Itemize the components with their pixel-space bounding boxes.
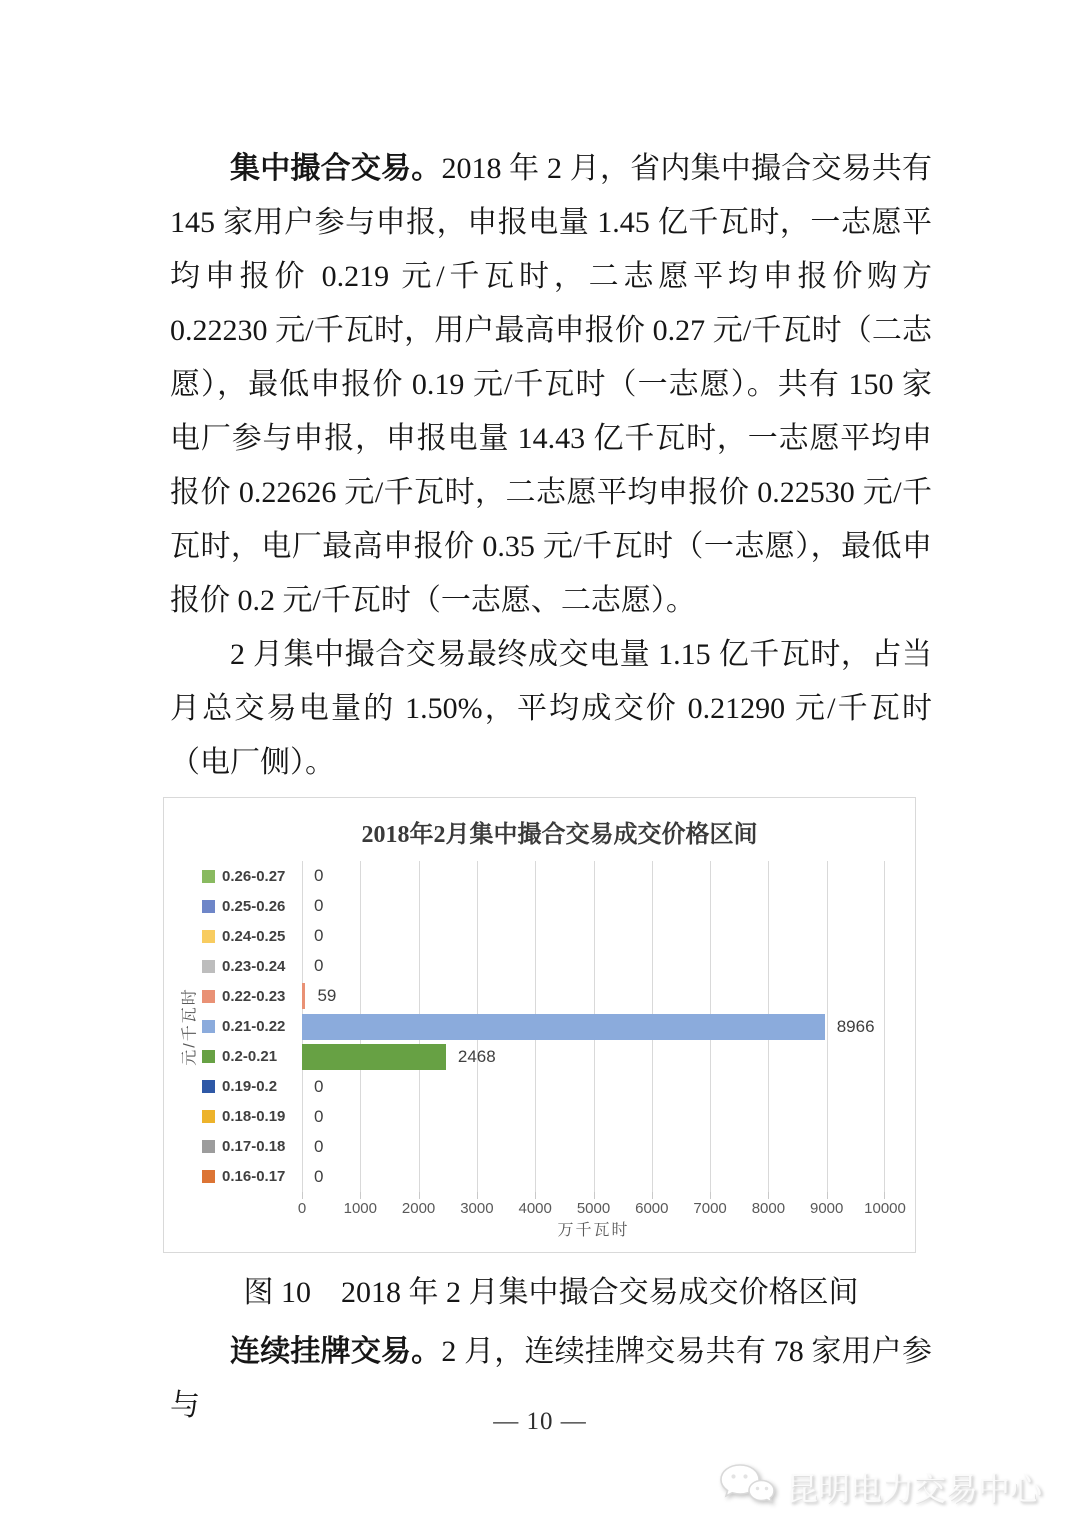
tick-mark xyxy=(535,1192,536,1199)
bar-row xyxy=(302,981,885,1011)
paragraph-centralized-matching xyxy=(170,142,932,628)
bar-rows xyxy=(302,861,885,1192)
legend-label: 0.23-0.24 xyxy=(222,957,286,975)
legend-item xyxy=(202,861,302,891)
tick-mark xyxy=(884,1192,885,1199)
bar-row xyxy=(302,1102,885,1132)
bar-value-label: 0 xyxy=(314,896,324,916)
legend-swatch xyxy=(202,870,215,883)
tick-mark xyxy=(477,1192,478,1199)
page-number: — 10 — xyxy=(493,1408,587,1435)
bar-value-label: 0 xyxy=(314,1166,324,1186)
bar-row xyxy=(302,861,885,891)
legend-swatch xyxy=(202,1020,215,1033)
bar xyxy=(302,983,305,1009)
bar-value-label: 59 xyxy=(317,986,337,1006)
watermark-text: 昆明电力交易中心 xyxy=(785,1471,1042,1507)
tick-mark xyxy=(827,1192,828,1199)
x-tick-label: 0 xyxy=(297,1200,307,1217)
legend-item xyxy=(202,921,302,951)
tick-mark xyxy=(360,1192,361,1199)
x-tick-label: 9000 xyxy=(810,1200,844,1217)
tick-mark xyxy=(594,1192,595,1199)
x-tick-label: 8000 xyxy=(751,1200,786,1217)
bar-row xyxy=(302,1011,885,1041)
tick-mark xyxy=(652,1192,653,1199)
paragraph-body: 2 月集中撮合交易最终成交电量 1.15 亿千瓦时，占当月总交易电量的 1.50%，平均成交价 0.21290 元/千瓦时（电厂侧）。 xyxy=(170,638,932,779)
chart-legend xyxy=(202,861,302,1246)
legend-item xyxy=(202,891,302,921)
legend-swatch xyxy=(202,960,215,973)
plot-area xyxy=(302,861,885,1192)
figure-caption: 图 10 2018 年 2 月集中撮合交易成交价格区间 xyxy=(243,1276,859,1309)
chart-body xyxy=(174,861,906,1246)
bar-row xyxy=(302,921,885,951)
tick-mark xyxy=(710,1192,711,1199)
legend-swatch xyxy=(202,930,215,943)
plot-column xyxy=(297,861,906,1246)
legend-item xyxy=(202,1042,302,1072)
bar-row xyxy=(302,1072,885,1102)
paragraph-body: 2018 年 2 月，省内集中撮合交易共有 145 家用户参与申报，申报电量 1.45 亿千瓦时，一志愿平均申报价 0.219 元/千瓦时，二志愿平均申报价购方 0.22230 元/千瓦时，用户最高申报价 0.27 元/千瓦时（二志愿），最低申报价 0.19 元/千瓦时（一志愿）。共有 150 家电厂参与申报，申报电量 14.43 亿千瓦时，一志愿平均申报价 0.22626 元/千瓦时，二志愿平均申报价 0.22530 元/千瓦时，电厂最高申报价 0.35 元/千瓦时（一志愿），最低申报价 0.2 元/千瓦时（一志愿、二志愿）。 xyxy=(170,152,933,617)
bar-row xyxy=(302,1042,885,1072)
legend-label: 0.21-0.22 xyxy=(222,1018,286,1036)
tick-mark xyxy=(768,1192,769,1199)
bar-value-label: 0 xyxy=(314,1076,324,1096)
figure-10-bar-chart xyxy=(163,797,916,1253)
x-tick-label: 1000 xyxy=(343,1200,377,1217)
x-tick-label: 3000 xyxy=(460,1200,494,1217)
legend-item xyxy=(202,1162,302,1192)
legend-label: 0.19-0.2 xyxy=(222,1078,278,1096)
x-tick-label: 10000 xyxy=(864,1200,906,1217)
legend-label: 0.26-0.27 xyxy=(222,867,286,885)
x-tick-label: 4000 xyxy=(518,1200,552,1217)
tick-mark xyxy=(302,1192,303,1199)
watermark xyxy=(718,1462,1042,1512)
paragraph-trade-result xyxy=(170,628,932,790)
bar-row xyxy=(302,891,885,921)
bar-value-label: 0 xyxy=(314,866,324,886)
legend-label: 0.22-0.23 xyxy=(222,987,286,1005)
bar-value-label: 8966 xyxy=(836,1016,875,1036)
bar-row xyxy=(302,951,885,981)
bar xyxy=(302,1044,446,1070)
x-axis-ticks xyxy=(297,1192,906,1218)
bar-row xyxy=(302,1132,885,1162)
x-axis-title: 万千瓦时 xyxy=(557,1222,630,1239)
legend-item xyxy=(202,1102,302,1132)
legend-swatch xyxy=(202,990,215,1003)
y-axis-title: 元/千瓦时 xyxy=(181,987,199,1066)
legend-swatch xyxy=(202,1080,215,1093)
legend-swatch xyxy=(202,1170,215,1183)
bar-value-label: 0 xyxy=(314,1136,324,1156)
x-tick-label: 6000 xyxy=(635,1200,669,1217)
bar-row xyxy=(302,1162,885,1192)
legend-label: 0.25-0.26 xyxy=(222,897,286,915)
x-tick-label: 5000 xyxy=(576,1200,611,1217)
legend-swatch xyxy=(202,1140,215,1153)
chart-title: 2018年2月集中撮合交易成交价格区间 xyxy=(361,822,758,848)
wechat-chat-bubbles-icon xyxy=(718,1462,776,1513)
x-tick-label: 2000 xyxy=(401,1200,436,1217)
legend-label: 0.24-0.25 xyxy=(222,927,286,945)
bar xyxy=(302,1014,825,1040)
legend-label: 0.2-0.21 xyxy=(222,1048,278,1066)
bar-value-label: 0 xyxy=(314,1106,324,1126)
bar-value-label: 0 xyxy=(314,926,324,946)
legend-item xyxy=(202,1132,302,1162)
legend-swatch xyxy=(202,900,215,913)
legend-item xyxy=(202,1011,302,1041)
legend-item xyxy=(202,1072,302,1102)
legend-swatch xyxy=(202,1110,215,1123)
x-tick-label: 7000 xyxy=(693,1200,727,1217)
legend-label: 0.17-0.18 xyxy=(222,1138,286,1156)
legend-label: 0.18-0.19 xyxy=(222,1108,286,1126)
bar-value-label: 0 xyxy=(314,956,324,976)
legend-label: 0.16-0.17 xyxy=(222,1168,286,1186)
paragraph-lead: 连续挂牌交易。 xyxy=(230,1335,442,1368)
legend-item xyxy=(202,951,302,981)
legend-swatch xyxy=(202,1050,215,1063)
paragraph-body: 2 月，连续挂牌交易共有 78 家用户参与 xyxy=(170,1335,933,1422)
legend-item xyxy=(202,981,302,1011)
bar-value-label: 2468 xyxy=(457,1046,496,1066)
paragraph-lead: 集中撮合交易。 xyxy=(230,152,442,185)
tick-mark xyxy=(419,1192,420,1199)
